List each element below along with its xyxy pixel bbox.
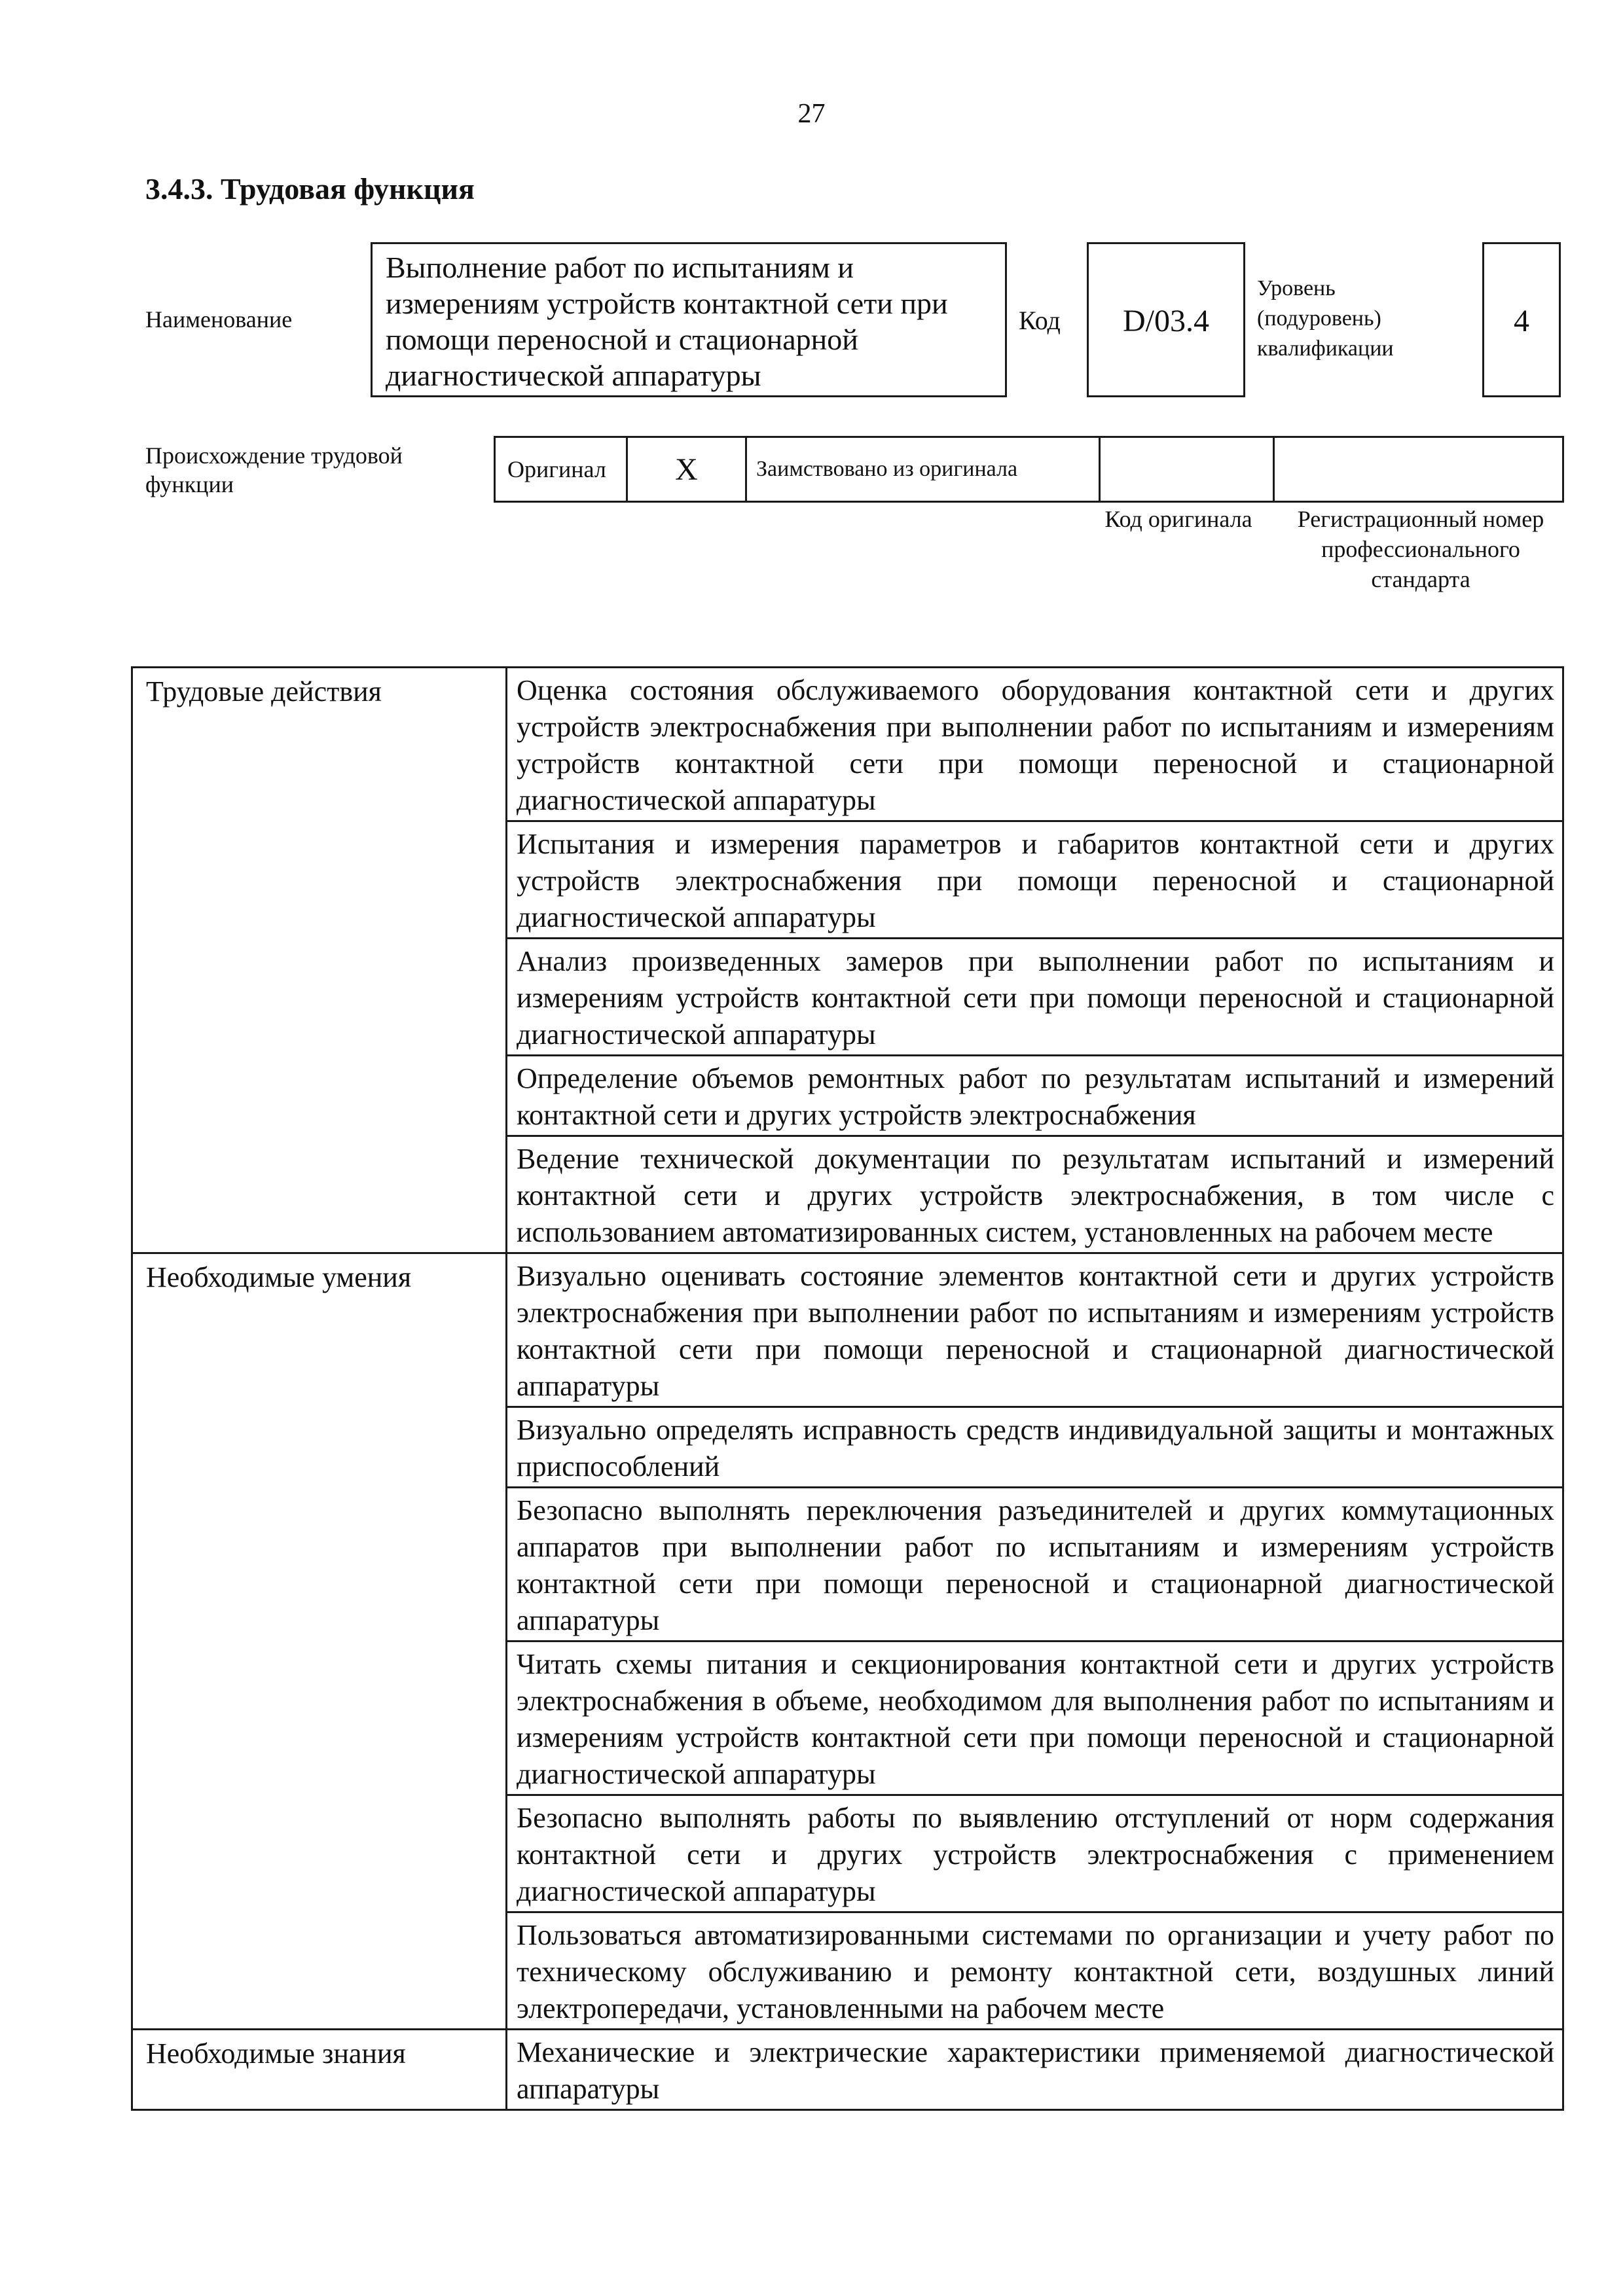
list-item: Читать схемы питания и секционирования контактной сети и других устройств электроснабжения в объеме, необходимом для выполнения работ по испытаниям и измерениям устройств контактной сети при помощи переносной и стационарной диагностической аппаратуры [507,1641,1563,1795]
page-number: 27 [797,99,826,129]
name-label: Наименование [145,306,293,332]
section-title: 3.4.3. Трудовая функция [145,172,475,206]
section-label: Необходимые знания [132,2030,507,2110]
list-item: Пользоваться автоматизированными системами по организации и учету работ по техническому обслуживанию и ремонту контактной сети, воздушных линий электропередачи, установленными на рабочем месте [507,1912,1563,2030]
list-item: Определение объемов ремонтных работ по результатам испытаний и измерений контактной сети и других устройств электроснабжения [507,1056,1563,1136]
name-box [371,242,1007,397]
level-label-text: Уровень (подуровень) квалификации [1257,276,1394,361]
level-box [1482,242,1561,397]
list-item: Испытания и измерения параметров и габаритов контактной сети и других устройств электроснабжения при помощи переносной и стационарной диагностической аппаратуры [507,821,1563,939]
original-mark: X [627,437,746,502]
borrowed-label: Заимствовано из оригинала [746,437,1100,502]
origin-label-text: Происхождение трудовой функции [145,442,403,497]
list-item: Анализ произведенных замеров при выполнении работ по испытаниям и измерениям устройств контактной сети при помощи переносной и стационарной диагностической аппаратуры [507,939,1563,1056]
section-label: Необходимые умения [132,1253,507,2030]
section-label: Трудовые действия [132,668,507,1253]
code-label: Код [1019,306,1061,335]
original-code-cell [1100,437,1274,502]
list-item: Безопасно выполнять переключения разъединителей и других коммутационных аппаратов при выполнении работ по испытаниям и измерениям устройств контактной сети при помощи переносной и стационарной диагностической аппаратуры [507,1488,1563,1641]
main-table [131,666,1564,2111]
function-code: D/03.4 [1123,304,1209,338]
origin-table [494,436,1564,503]
original-label: Оригинал [495,437,627,502]
table-row [132,1253,1563,1407]
main-table-body [132,668,1563,2110]
list-item: Безопасно выполнять работы по выявлению отступлений от норм содержания контактной сети и других устройств электроснабжения с применением диагностической аппаратуры [507,1795,1563,1912]
registration-number-cell [1274,437,1563,502]
level-label [1257,274,1453,364]
table-row [132,2030,1563,2110]
reg-caption: Регистрационный номер профессионального стандарта [1297,506,1544,592]
list-item: Визуально определять исправность средств индивидуальной защиты и монтажных приспособлений [507,1407,1563,1488]
list-item: Ведение технической документации по результатам испытаний и измерений контактной сети и других устройств электроснабжения, в том числе с использованием автоматизированных систем, установленных на рабочем месте [507,1136,1563,1253]
origin-label [145,441,473,499]
list-item: Механические и электрические характеристики применяемой диагностической аппаратуры [507,2030,1563,2110]
list-item: Визуально оценивать состояние элементов контактной сети и других устройств электроснабжения при выполнении работ по испытаниям и измерениям устройств контактной сети при помощи переносной и стационарной диагностической аппаратуры [507,1253,1563,1407]
list-item: Оценка состояния обслуживаемого оборудования контактной сети и других устройств электроснабжения при выполнении работ по испытаниям и измерениям устройств контактной сети при помощи переносной и стационарной диагностической аппаратуры [507,668,1563,821]
table-row [132,668,1563,821]
code-caption: Код оригинала [1104,506,1252,532]
code-box [1087,242,1245,397]
function-name: Выполнение работ по испытаниям и измерениям устройств контактной сети при помощи переносной и стационарной диагностической аппаратуры [386,251,948,392]
qualification-level: 4 [1514,304,1529,338]
